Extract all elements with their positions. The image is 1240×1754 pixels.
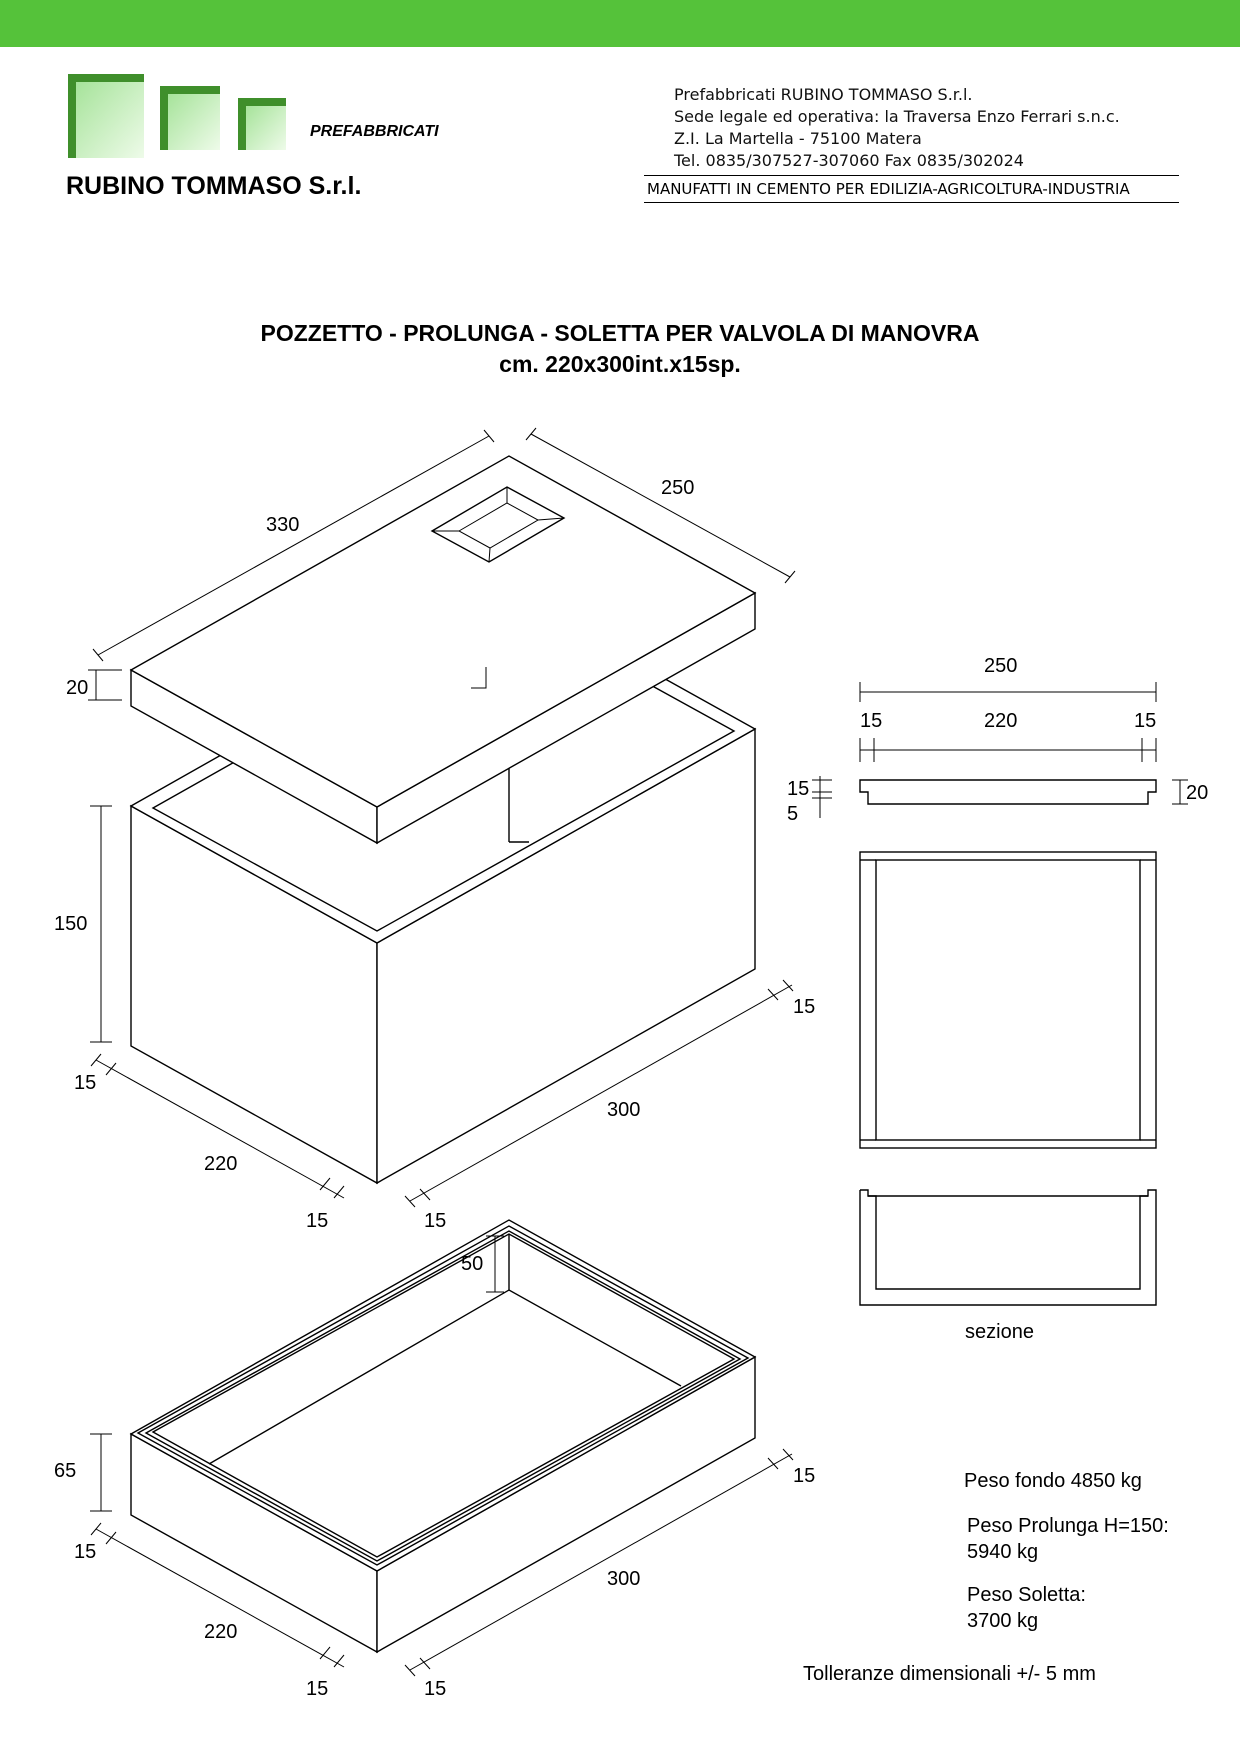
dim-inner-length: 300: [607, 1099, 641, 1121]
dim-sec-step-top: 15: [787, 778, 810, 800]
dim-base-wall-right: 15: [793, 1465, 816, 1487]
page-title: POZZETTO - PROLUNGA - SOLETTA PER VALVOLA DI MANOVRA: [260, 320, 980, 346]
logo-tag: PREFABBRICATI: [310, 123, 439, 140]
dim-base-inner-length: 300: [607, 1568, 641, 1590]
dim-extension-height: 150: [54, 913, 88, 935]
dim-base-wall-front-a: 15: [306, 1678, 329, 1700]
brand-name: RUBINO TOMMASO S.r.l.: [66, 172, 362, 200]
company-line: Z.I. La Martella - 75100 Matera: [674, 129, 922, 148]
page-subtitle: cm. 220x300int.x15sp.: [499, 351, 741, 377]
company-line: Prefabbricati RUBINO TOMMASO S.r.l.: [674, 85, 973, 104]
company-line: Sede legale ed operativa: la Traversa Enzo Ferrari s.n.c.: [674, 107, 1120, 126]
dim-wall-left: 15: [74, 1072, 97, 1094]
base-box: [131, 1220, 755, 1652]
dim-base-depth: 50: [461, 1253, 484, 1275]
section-extension: [860, 852, 1156, 1148]
weight-prolunga-line1: Peso Prolunga H=150:: [967, 1515, 1169, 1537]
dim-sec-wall-r: 15: [1134, 710, 1157, 732]
company-tagline: MANUFATTI IN CEMENTO PER EDILIZIA-AGRICOLTURA-INDUSTRIA: [644, 175, 1179, 203]
dim-wall-front-a: 15: [306, 1210, 329, 1232]
section-slab: [860, 780, 1156, 804]
weight-soletta-line1: Peso Soletta:: [967, 1584, 1086, 1606]
weight-fondo: Peso fondo 4850 kg: [964, 1470, 1142, 1492]
section-base: [860, 1190, 1156, 1305]
tolerance-note: Tolleranze dimensionali +/- 5 mm: [803, 1663, 1096, 1685]
section-label: sezione: [965, 1321, 1034, 1343]
dim-sec-wall-l: 15: [860, 710, 883, 732]
dim-sec-total: 250: [984, 655, 1018, 677]
dim-wall-front-b: 15: [424, 1210, 447, 1232]
dim-slab-length: 330: [266, 514, 300, 536]
dim-slab-thickness: 20: [66, 677, 89, 699]
dim-inner-width: 220: [204, 1153, 238, 1175]
dim-sec-slab: 20: [1186, 782, 1209, 804]
dim-wall-right: 15: [793, 996, 816, 1018]
dim-base-inner-width: 220: [204, 1621, 238, 1643]
dim-sec-step-bottom: 5: [787, 803, 799, 825]
dim-base-wall-front-b: 15: [424, 1678, 447, 1700]
weight-prolunga-line2: 5940 kg: [967, 1541, 1039, 1563]
weight-soletta-line2: 3700 kg: [967, 1610, 1039, 1632]
company-line: Tel. 0835/307527-307060 Fax 0835/302024: [674, 151, 1024, 170]
dim-base-height: 65: [54, 1460, 77, 1482]
dim-sec-inner: 220: [984, 710, 1018, 732]
dim-base-wall-left: 15: [74, 1541, 97, 1563]
dim-slab-width: 250: [661, 477, 695, 499]
